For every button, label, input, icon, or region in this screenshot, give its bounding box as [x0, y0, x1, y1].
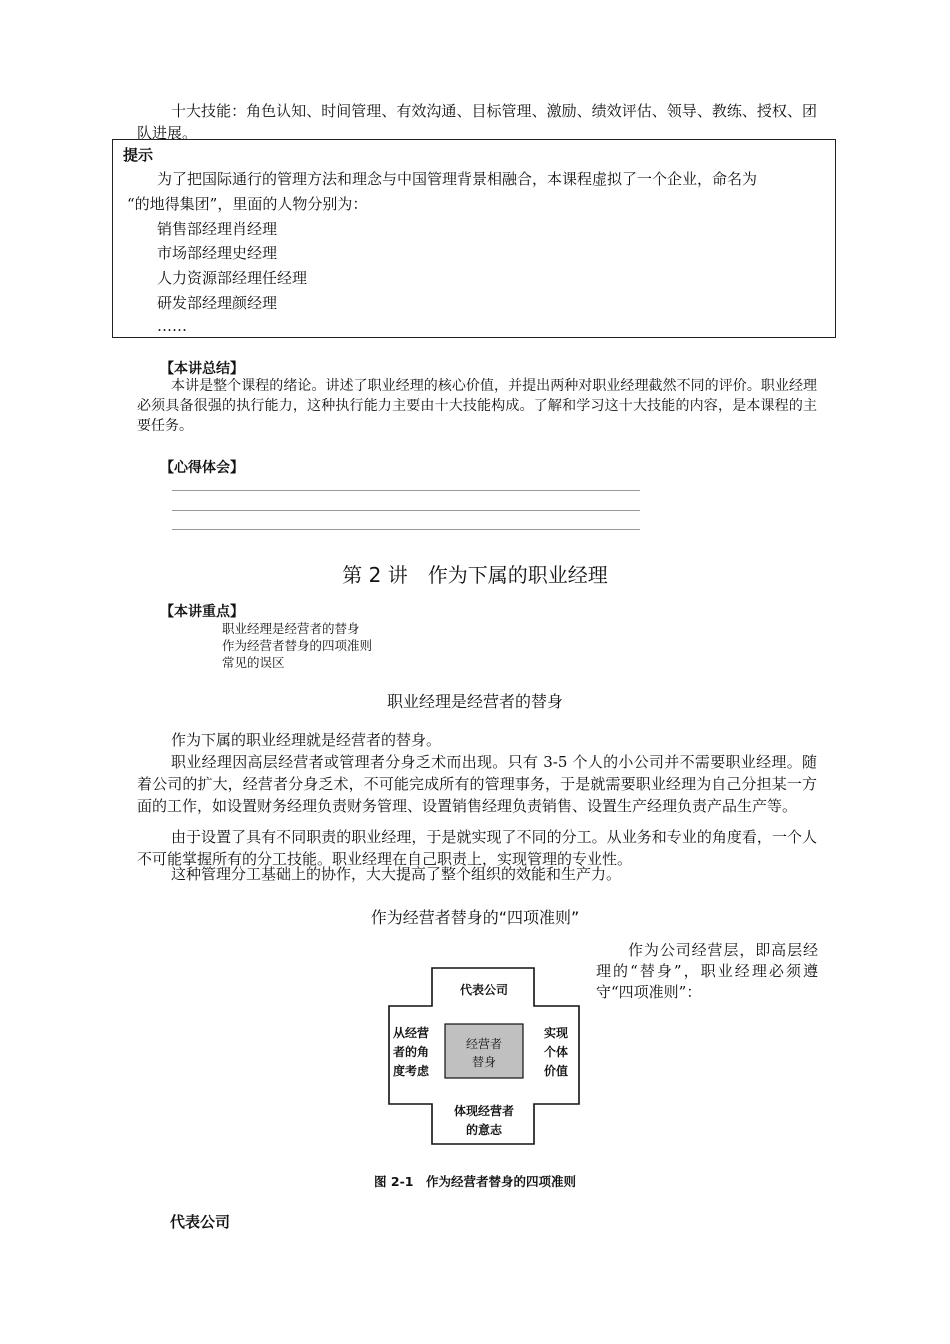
section1-title: 职业经理是经营者的替身 — [386, 692, 563, 711]
section1-para-2: 职业经理因高层经营者或管理者分身乏术而出现。只有 3-5 个人的小公司并不需要职业经理。随着公司的扩大，经营者分身乏术，不可能完成所有的管理事务，于是就需要职业经理为自己分担某一方面的工作，如设置财务经理负责财务管理、设置销售经理负责销售、设置生产经理负责产品生产等。 — [137, 753, 817, 815]
tip-person-4: 研发部经理颜经理 — [157, 294, 278, 312]
figure-right-line1: 实现 — [543, 1026, 568, 1040]
figure-right-line3: 价值 — [543, 1064, 568, 1078]
key-point-1: 职业经理是经营者的替身 — [222, 621, 360, 636]
figure-top-label: 代表公司 — [459, 983, 508, 997]
figure-caption: 图 2-1 作为经营者替身的四项准则 — [374, 1174, 576, 1189]
tip-person-1: 销售部经理肖经理 — [157, 220, 278, 238]
intro-skills: 十大技能：角色认知、时间管理、有效沟通、目标管理、激励、绩效评估、领导、教练、授权、团队进展。 — [137, 102, 817, 142]
tip-title: 提示 — [123, 146, 154, 164]
section2-side-text: 作为公司经营层，即高层经理的“替身”，职业经理必须遵守“四项准则”： — [596, 941, 818, 1001]
tip-person-3: 人力资源部经理任经理 — [157, 269, 308, 287]
lecture-title: 第 2 讲 作为下属的职业经理 — [342, 563, 608, 587]
figure-right-line2: 个体 — [543, 1045, 568, 1059]
reflection-line-2 — [172, 510, 640, 511]
section1-para-4: 这种管理分工基础上的协作，大大提高了整个组织的效能和生产力。 — [171, 865, 622, 883]
tip-person-2: 市场部经理史经理 — [157, 244, 278, 262]
section1-para-1: 作为下属的职业经理就是经营者的替身。 — [171, 731, 442, 749]
summary-heading: 【本讲总结】 — [160, 361, 244, 377]
section1-para-3: 由于设置了具有不同职责的职业经理，于是就实现了不同的分工。从业务和专业的角度看，一个人不可能掌握所有的分工技能。职业经理在自己职责上，实现管理的专业性。 — [137, 828, 817, 868]
section2-subheading: 代表公司 — [170, 1213, 231, 1231]
figure-left-line2: 者的角 — [392, 1045, 429, 1059]
figure-bottom-line1: 体现经营者 — [453, 1104, 514, 1118]
figure-center-line1: 经营者 — [465, 1037, 502, 1051]
figure-left-line3: 度考虑 — [392, 1064, 429, 1078]
tip-box — [112, 139, 836, 338]
reflection-heading: 【心得体会】 — [160, 460, 244, 476]
key-point-2: 作为经营者替身的四项准则 — [222, 638, 373, 653]
key-point-3: 常见的误区 — [222, 655, 285, 670]
tip-ellipsis: …… — [157, 317, 187, 335]
section2-title: 作为经营者替身的“四项准则” — [370, 908, 580, 927]
figure-left-line1: 从经营 — [392, 1026, 429, 1040]
figure-bottom-line2: 的意志 — [465, 1123, 502, 1137]
tip-para-line1: 为了把国际通行的管理方法和理念与中国管理背景相融合，本课程虚拟了一个企业，命名为 — [157, 170, 758, 188]
tip-para-line2: “的地得集团”，里面的人物分别为： — [127, 195, 368, 213]
key-points-heading: 【本讲重点】 — [160, 604, 244, 620]
reflection-line-3 — [172, 529, 640, 530]
figure-center-line2: 替身 — [471, 1055, 496, 1069]
reflection-line-1 — [172, 490, 640, 491]
summary-text: 本讲是整个课程的绪论。讲述了职业经理的核心价值，并提出两种对职业经理截然不同的评价。职业经理必须具备很强的执行能力，这种执行能力主要由十大技能构成。了解和学习这十大技能的内容，是本课程的主要任务。 — [137, 378, 817, 434]
